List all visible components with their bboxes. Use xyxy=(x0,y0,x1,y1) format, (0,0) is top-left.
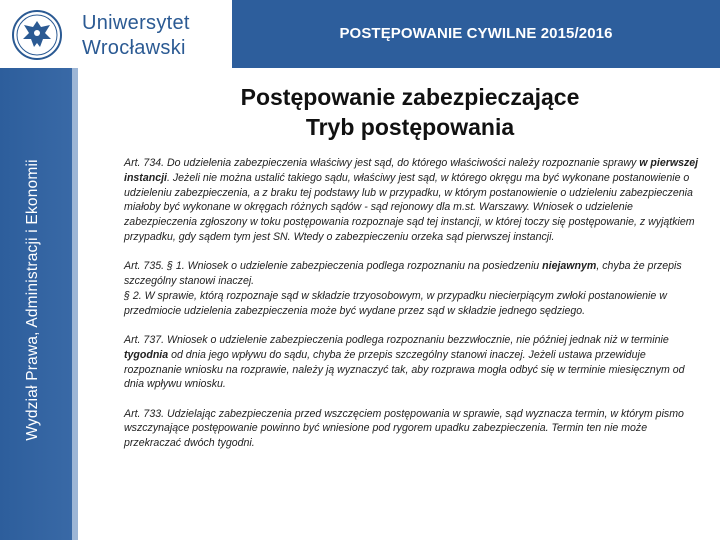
title-line-1: Postępowanie zabezpieczające xyxy=(240,84,580,110)
sidebar-divider xyxy=(72,68,78,540)
paragraph-art-734 xyxy=(124,156,704,245)
title-line-2: Tryb postępowania xyxy=(305,114,515,140)
p4-text-a: Art. 733. Udzielając zabezpieczenia przed wszczęciem postępowania w sprawie, sąd wyznacza termin, w którym pismo wszczynające postępowanie powinno być wniesione pod rygorem upadku zabezpieczenia. Termin ten nie może przekraczać dwóch tygodni. xyxy=(124,407,684,450)
paragraph-art-733 xyxy=(124,407,704,451)
p2-emphasis: niejawnym xyxy=(542,260,597,273)
logo-line-1: Uniwersytet xyxy=(82,12,190,34)
logo-line-2: Wrocławski xyxy=(82,37,186,59)
header-bar xyxy=(0,0,720,68)
p1-text-c: . Jeżeli nie można ustalić takiego sądu, właściwy jest sąd, w którego okręgu ma być wykonane postanowienie o udzieleniu zabezpieczenia, a z braku tej podstawy lub w przypadku, w którym postanowienie o udzieleniu zabezpieczenia miałoby być wykonane w okręgach różnych sądów - sąd rejonowy dla m.st. Warszawy. Wniosek o udzielenie zabezpieczenia zgłoszony w toku postępowania rozpoznaje sąd tej instancji, w której toczy się postępowanie, z wyjątkiem przypadku, gdy sądem tym jest SN. Wtedy o zabezpieczeniu orzeka sąd pierwszej instancji. xyxy=(124,171,695,243)
course-title: POSTĘPOWANIE CYWILNE 2015/2016 xyxy=(232,0,720,68)
page-title xyxy=(110,82,710,142)
p2-text-d: § 2. W sprawie, którą rozpoznaje sąd w składzie trzyosobowym, w przypadku niecierpiącym zwłoki postanowienie w przedmiocie udzielenia zabezpieczenia może być wydane przez sąd w składzie jednego sędziego. xyxy=(124,289,667,317)
p1-text-a: Art. 734. Do udzielenia zabezpieczenia właściwy jest sąd, do którego właściwości należy rozpoznanie sprawy xyxy=(124,157,640,169)
p3-text-a: Art. 737. Wniosek o udzielenie zabezpieczenia podlega rozpoznaniu bezzwłocznie, nie później jednak niż w terminie xyxy=(124,333,669,346)
p3-text-c: od dnia jego wpływu do sądu, chyba że przepis szczególny stanowi inaczej. Jeżeli ustawa przewiduje rozpoznanie wniosku na rozprawie, należy ją wyznaczyć tak, aby rozprawa mogła odbyć się w terminie miesięcznym od dnia wpływu wniosku. xyxy=(124,348,685,391)
content xyxy=(124,156,704,466)
p2-text-c: , chyba że przepis szczególny stanowi inaczej. xyxy=(124,260,682,288)
paragraph-art-737 xyxy=(124,333,704,392)
university-logo xyxy=(10,9,190,61)
p1-emphasis: w pierwszej instancji xyxy=(124,157,699,184)
p2-text-a: Art. 735. § 1. Wniosek o udzielenie zabezpieczenia podlega rozpoznaniu na posiedzeniu xyxy=(124,260,543,273)
faculty-label: Wydział Prawa, Administracji i Ekonomii xyxy=(24,159,41,441)
logo-wordmark xyxy=(82,11,190,61)
p3-emphasis: tygodnia xyxy=(124,348,169,361)
paragraph-art-735 xyxy=(124,259,704,318)
eagle-emblem-icon xyxy=(10,9,64,61)
